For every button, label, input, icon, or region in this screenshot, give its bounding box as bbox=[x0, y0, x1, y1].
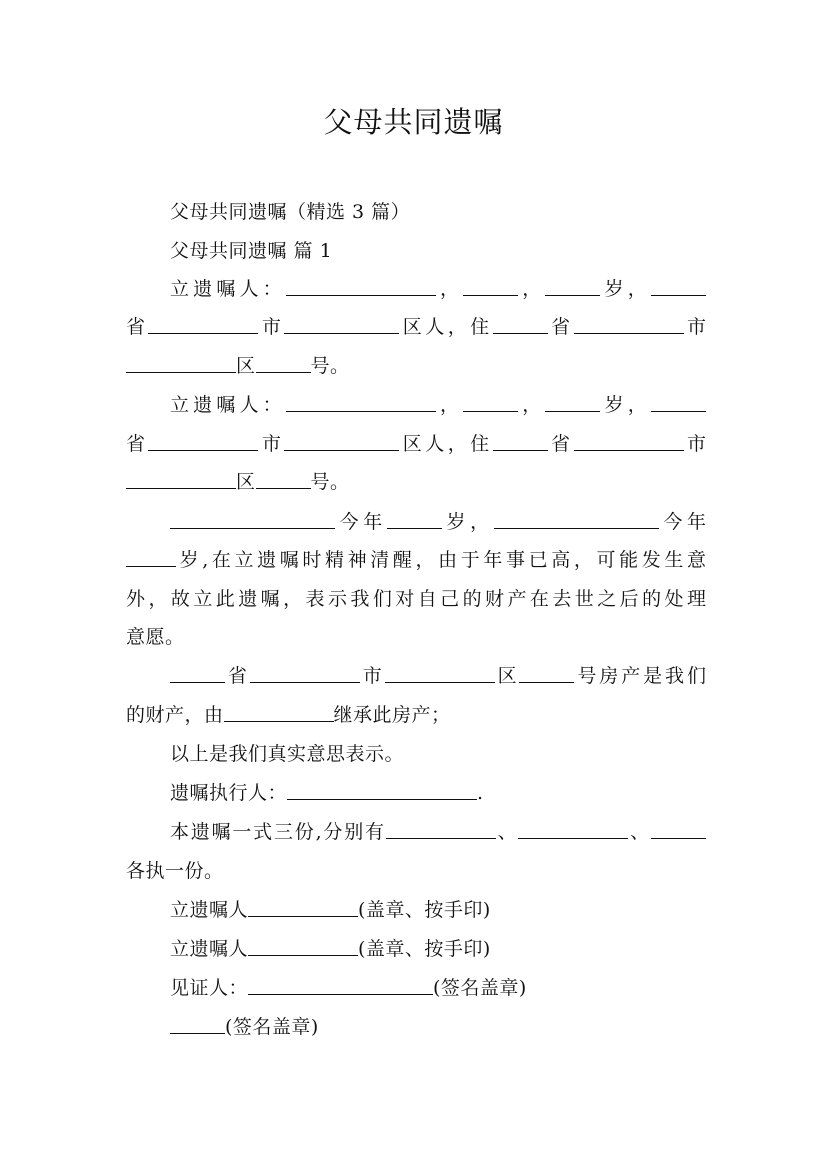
testator-1-line-1: 立遗嘱人： ， ， 岁， bbox=[170, 274, 706, 304]
blank-field[interactable] bbox=[286, 277, 436, 296]
blank-field[interactable] bbox=[248, 898, 358, 917]
blank-field[interactable] bbox=[385, 664, 495, 683]
testator-2-line-2: 省 市 区人，住 省 市 bbox=[126, 433, 706, 455]
body-1-line-2: 岁,在立遗嘱时精神清醒，由于年事已高，可能发生意 bbox=[126, 545, 706, 575]
declaration: 以上是我们真实意思表示。 bbox=[170, 743, 405, 765]
blank-field[interactable] bbox=[148, 432, 258, 451]
signature-testator-2: 立遗嘱人 (盖章、按手印) bbox=[170, 938, 491, 960]
blank-field[interactable] bbox=[651, 820, 706, 839]
blank-field[interactable] bbox=[545, 277, 600, 296]
blank-field[interactable] bbox=[493, 315, 548, 334]
blank-field[interactable] bbox=[286, 393, 436, 412]
blank-field[interactable] bbox=[386, 820, 496, 839]
signature-testator-1: 立遗嘱人 (盖章、按手印) bbox=[170, 899, 491, 921]
blank-field[interactable] bbox=[170, 1015, 225, 1034]
blank-field[interactable] bbox=[148, 315, 258, 334]
section-heading: 父母共同遗嘱 篇 1 bbox=[170, 240, 333, 262]
blank-field[interactable] bbox=[256, 354, 311, 373]
body-1-line-4: 意愿。 bbox=[126, 626, 185, 648]
blank-field[interactable] bbox=[284, 432, 399, 451]
blank-field[interactable] bbox=[463, 277, 518, 296]
blank-field[interactable] bbox=[284, 315, 399, 334]
blank-field[interactable] bbox=[463, 393, 518, 412]
copies-line-1: 本遗嘱一式三份,分别有 、 、 bbox=[170, 817, 706, 847]
blank-field[interactable] bbox=[170, 664, 225, 683]
blank-field[interactable] bbox=[519, 664, 574, 683]
blank-field[interactable] bbox=[126, 354, 236, 373]
blank-field[interactable] bbox=[494, 510, 659, 529]
blank-field[interactable] bbox=[574, 432, 684, 451]
witness-line-2: (签名盖章) bbox=[170, 1012, 706, 1042]
body-1-line-1: 今年 岁， 今年 bbox=[170, 507, 706, 537]
house-line-2: 的财产，由 继承此房产； bbox=[126, 704, 451, 726]
blank-field[interactable] bbox=[126, 470, 236, 489]
testator-2-line-1: 立遗嘱人： ， ， 岁， bbox=[170, 390, 706, 420]
executor-line: 遗嘱执行人： . bbox=[170, 782, 484, 804]
copies-line-2: 各执一份。 bbox=[126, 860, 224, 882]
blank-field[interactable] bbox=[126, 548, 176, 567]
testator-1-line-3: 区 号。 bbox=[126, 351, 706, 381]
blank-field[interactable] bbox=[387, 510, 442, 529]
testator-2-line-3: 区 号。 bbox=[126, 467, 706, 497]
blank-field[interactable] bbox=[545, 393, 600, 412]
blank-field[interactable] bbox=[170, 510, 335, 529]
blank-field[interactable] bbox=[248, 937, 358, 956]
blank-field[interactable] bbox=[518, 820, 628, 839]
body-1-line-3: 外，故立此遗嘱，表示我们对自己的财产在去世之后的处理 bbox=[126, 588, 706, 610]
blank-field[interactable] bbox=[224, 703, 334, 722]
blank-field[interactable] bbox=[250, 664, 360, 683]
witness-line: 见证人： (签名盖章) bbox=[170, 977, 527, 999]
subtitle: 父母共同遗嘱（精选 3 篇） bbox=[170, 201, 411, 223]
house-line-1: 省 市 区 号房产是我们 bbox=[170, 661, 706, 691]
blank-field[interactable] bbox=[256, 470, 311, 489]
document-title: 父母共同遗嘱 bbox=[323, 105, 504, 139]
blank-field[interactable] bbox=[574, 315, 684, 334]
blank-field[interactable] bbox=[248, 976, 433, 995]
blank-field[interactable] bbox=[651, 393, 706, 412]
testator-1-line-2: 省 市 区人，住 省 市 bbox=[126, 316, 706, 338]
blank-field[interactable] bbox=[287, 781, 477, 800]
blank-field[interactable] bbox=[493, 432, 548, 451]
blank-field[interactable] bbox=[651, 277, 706, 296]
